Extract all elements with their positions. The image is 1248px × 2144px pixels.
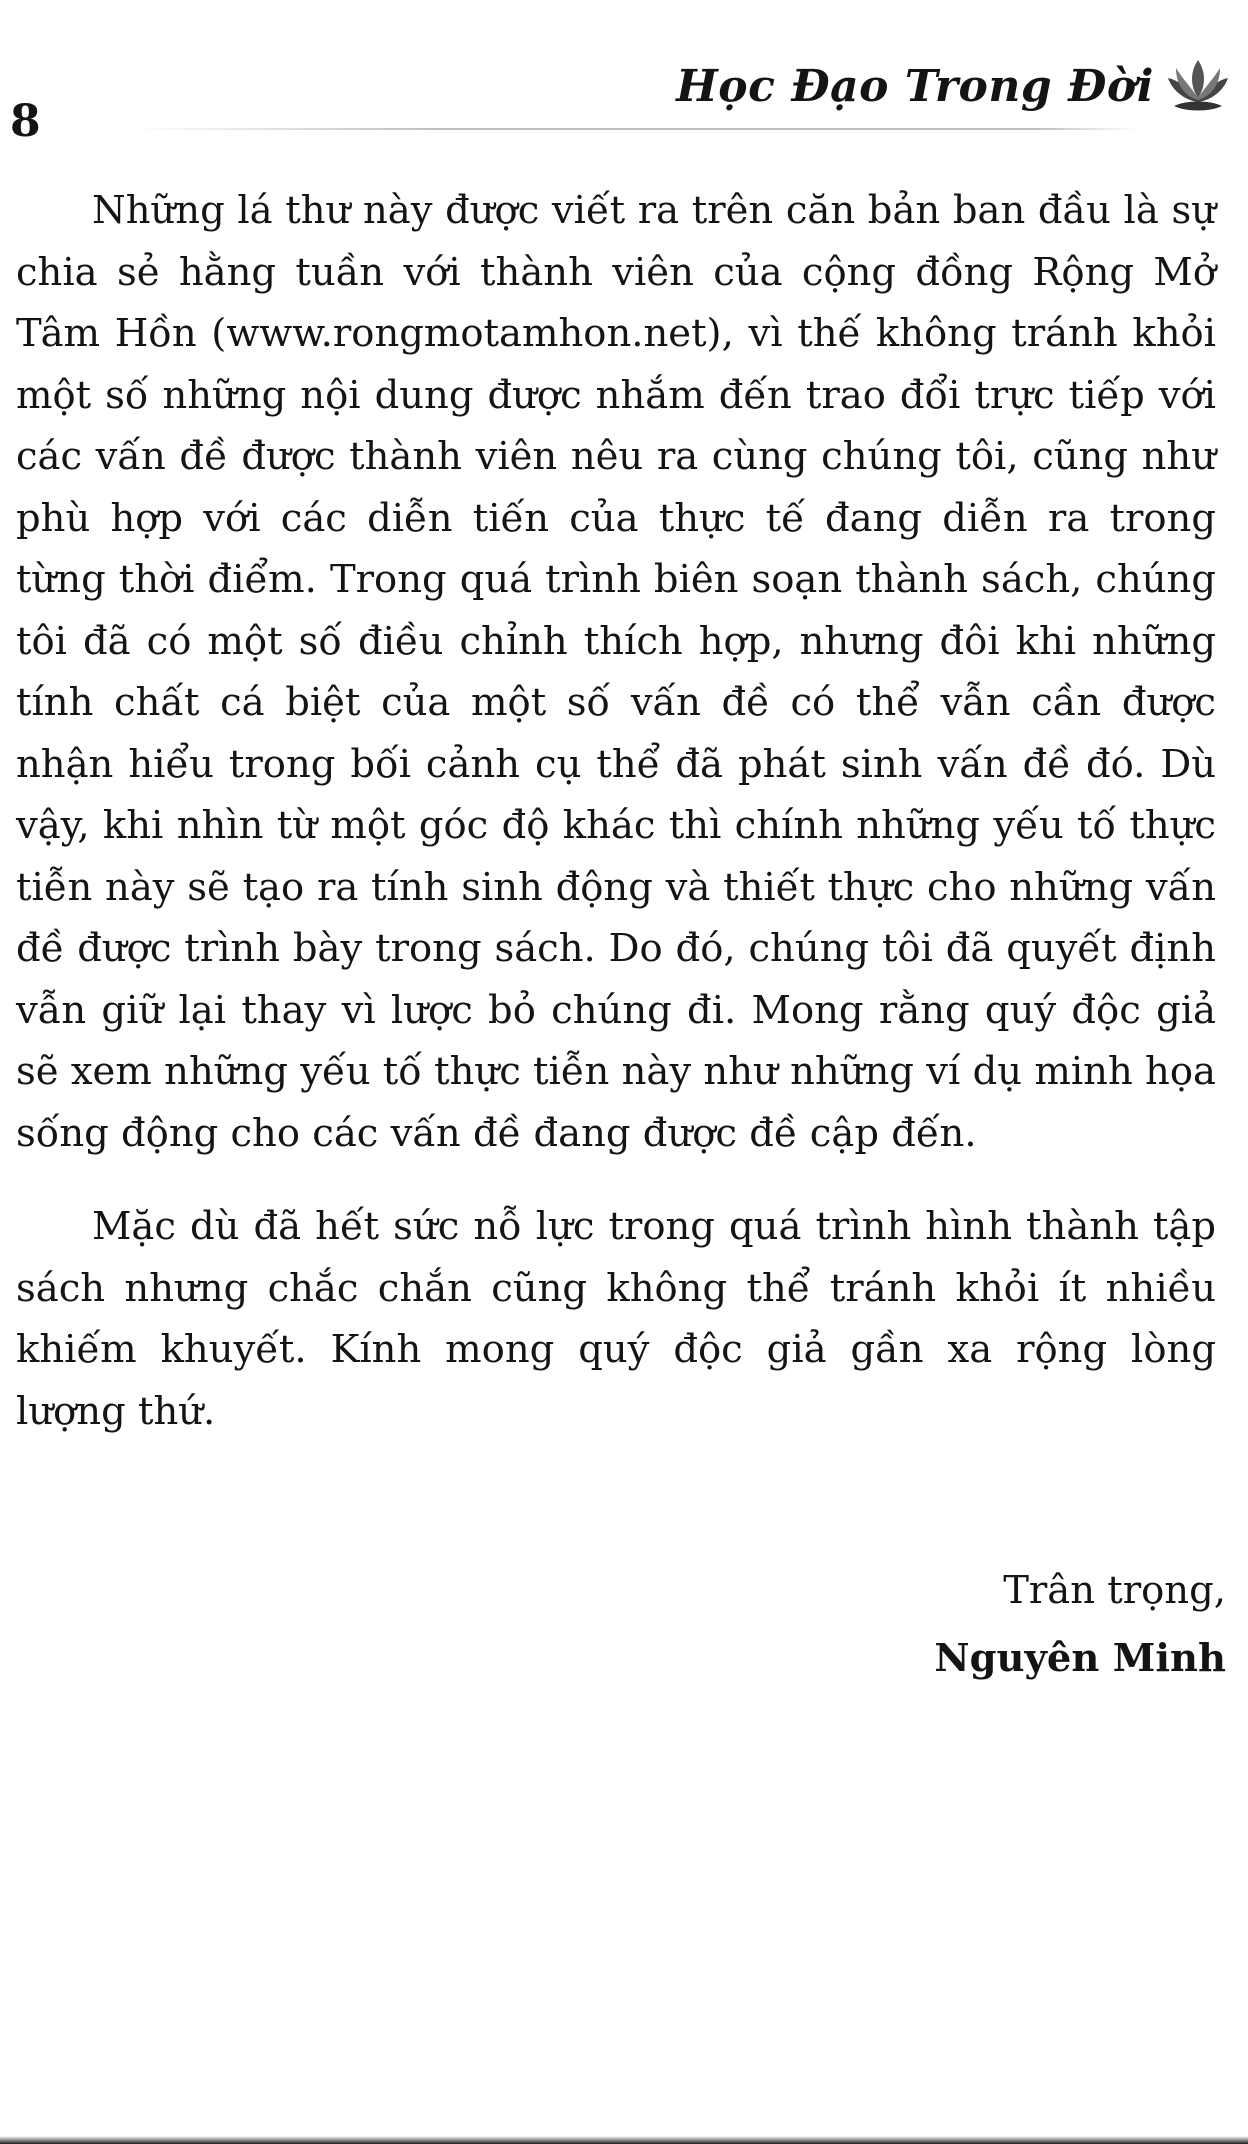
page-bottom-edge: [0, 2136, 1248, 2144]
running-header-title: Học Đạo Trong Đời: [676, 60, 1154, 112]
paragraph: Những lá thư này được viết ra trên căn bản ban đầu là sự chia sẻ hằng tuần với thành viên của cộng đồng Rộng Mở Tâm Hồn (www.rongmotamhon.net), vì thế không tránh khỏi một số những nội dung được nhắm đến trao đổi trực tiếp với các vấn đề được thành viên nêu ra cùng chúng tôi, cũng như phù hợp với các diễn tiến của thực tế đang diễn ra trong từng thời điểm. Trong quá trình biên soạn thành sách, chúng tôi đã có một số điều chỉnh thích hợp, nhưng đôi khi những tính chất cá biệt của một số vấn đề có thể vẫn cần được nhận hiểu trong bối cảnh cụ thể đã phát sinh vấn đề đó. Dù vậy, khi nhìn từ một góc độ khác thì chính những yếu tố thực tiễn này sẽ tạo ra tính sinh động và thiết thực cho những vấn đề được trình bày trong sách. Do đó, chúng tôi đã quyết định vẫn giữ lại thay vì lược bỏ chúng đi. Mong rằng quý độc giả sẽ xem những yếu tố thực tiễn này như những ví dụ minh họa sống động cho các vấn đề đang được đề cập đến.: [16, 188, 1216, 1156]
page-number: 8: [10, 96, 41, 147]
header-rule: [130, 128, 1138, 130]
lotus-icon: [1166, 56, 1230, 116]
sign-off: [934, 1560, 1226, 1689]
paragraph: Mặc dù đã hết sức nỗ lực trong quá trình hình thành tập sách nhưng chắc chắn cũng không thể tránh khỏi ít nhiều khiếm khuyết. Kính mong quý độc giả gần xa rộng lòng lượng thứ.: [16, 1204, 1216, 1434]
closing-salutation: Trân trọng,: [1003, 1568, 1226, 1613]
body-text: [16, 180, 1216, 1442]
author-name: Nguyên Minh: [934, 1635, 1226, 1681]
running-header: [676, 56, 1230, 116]
